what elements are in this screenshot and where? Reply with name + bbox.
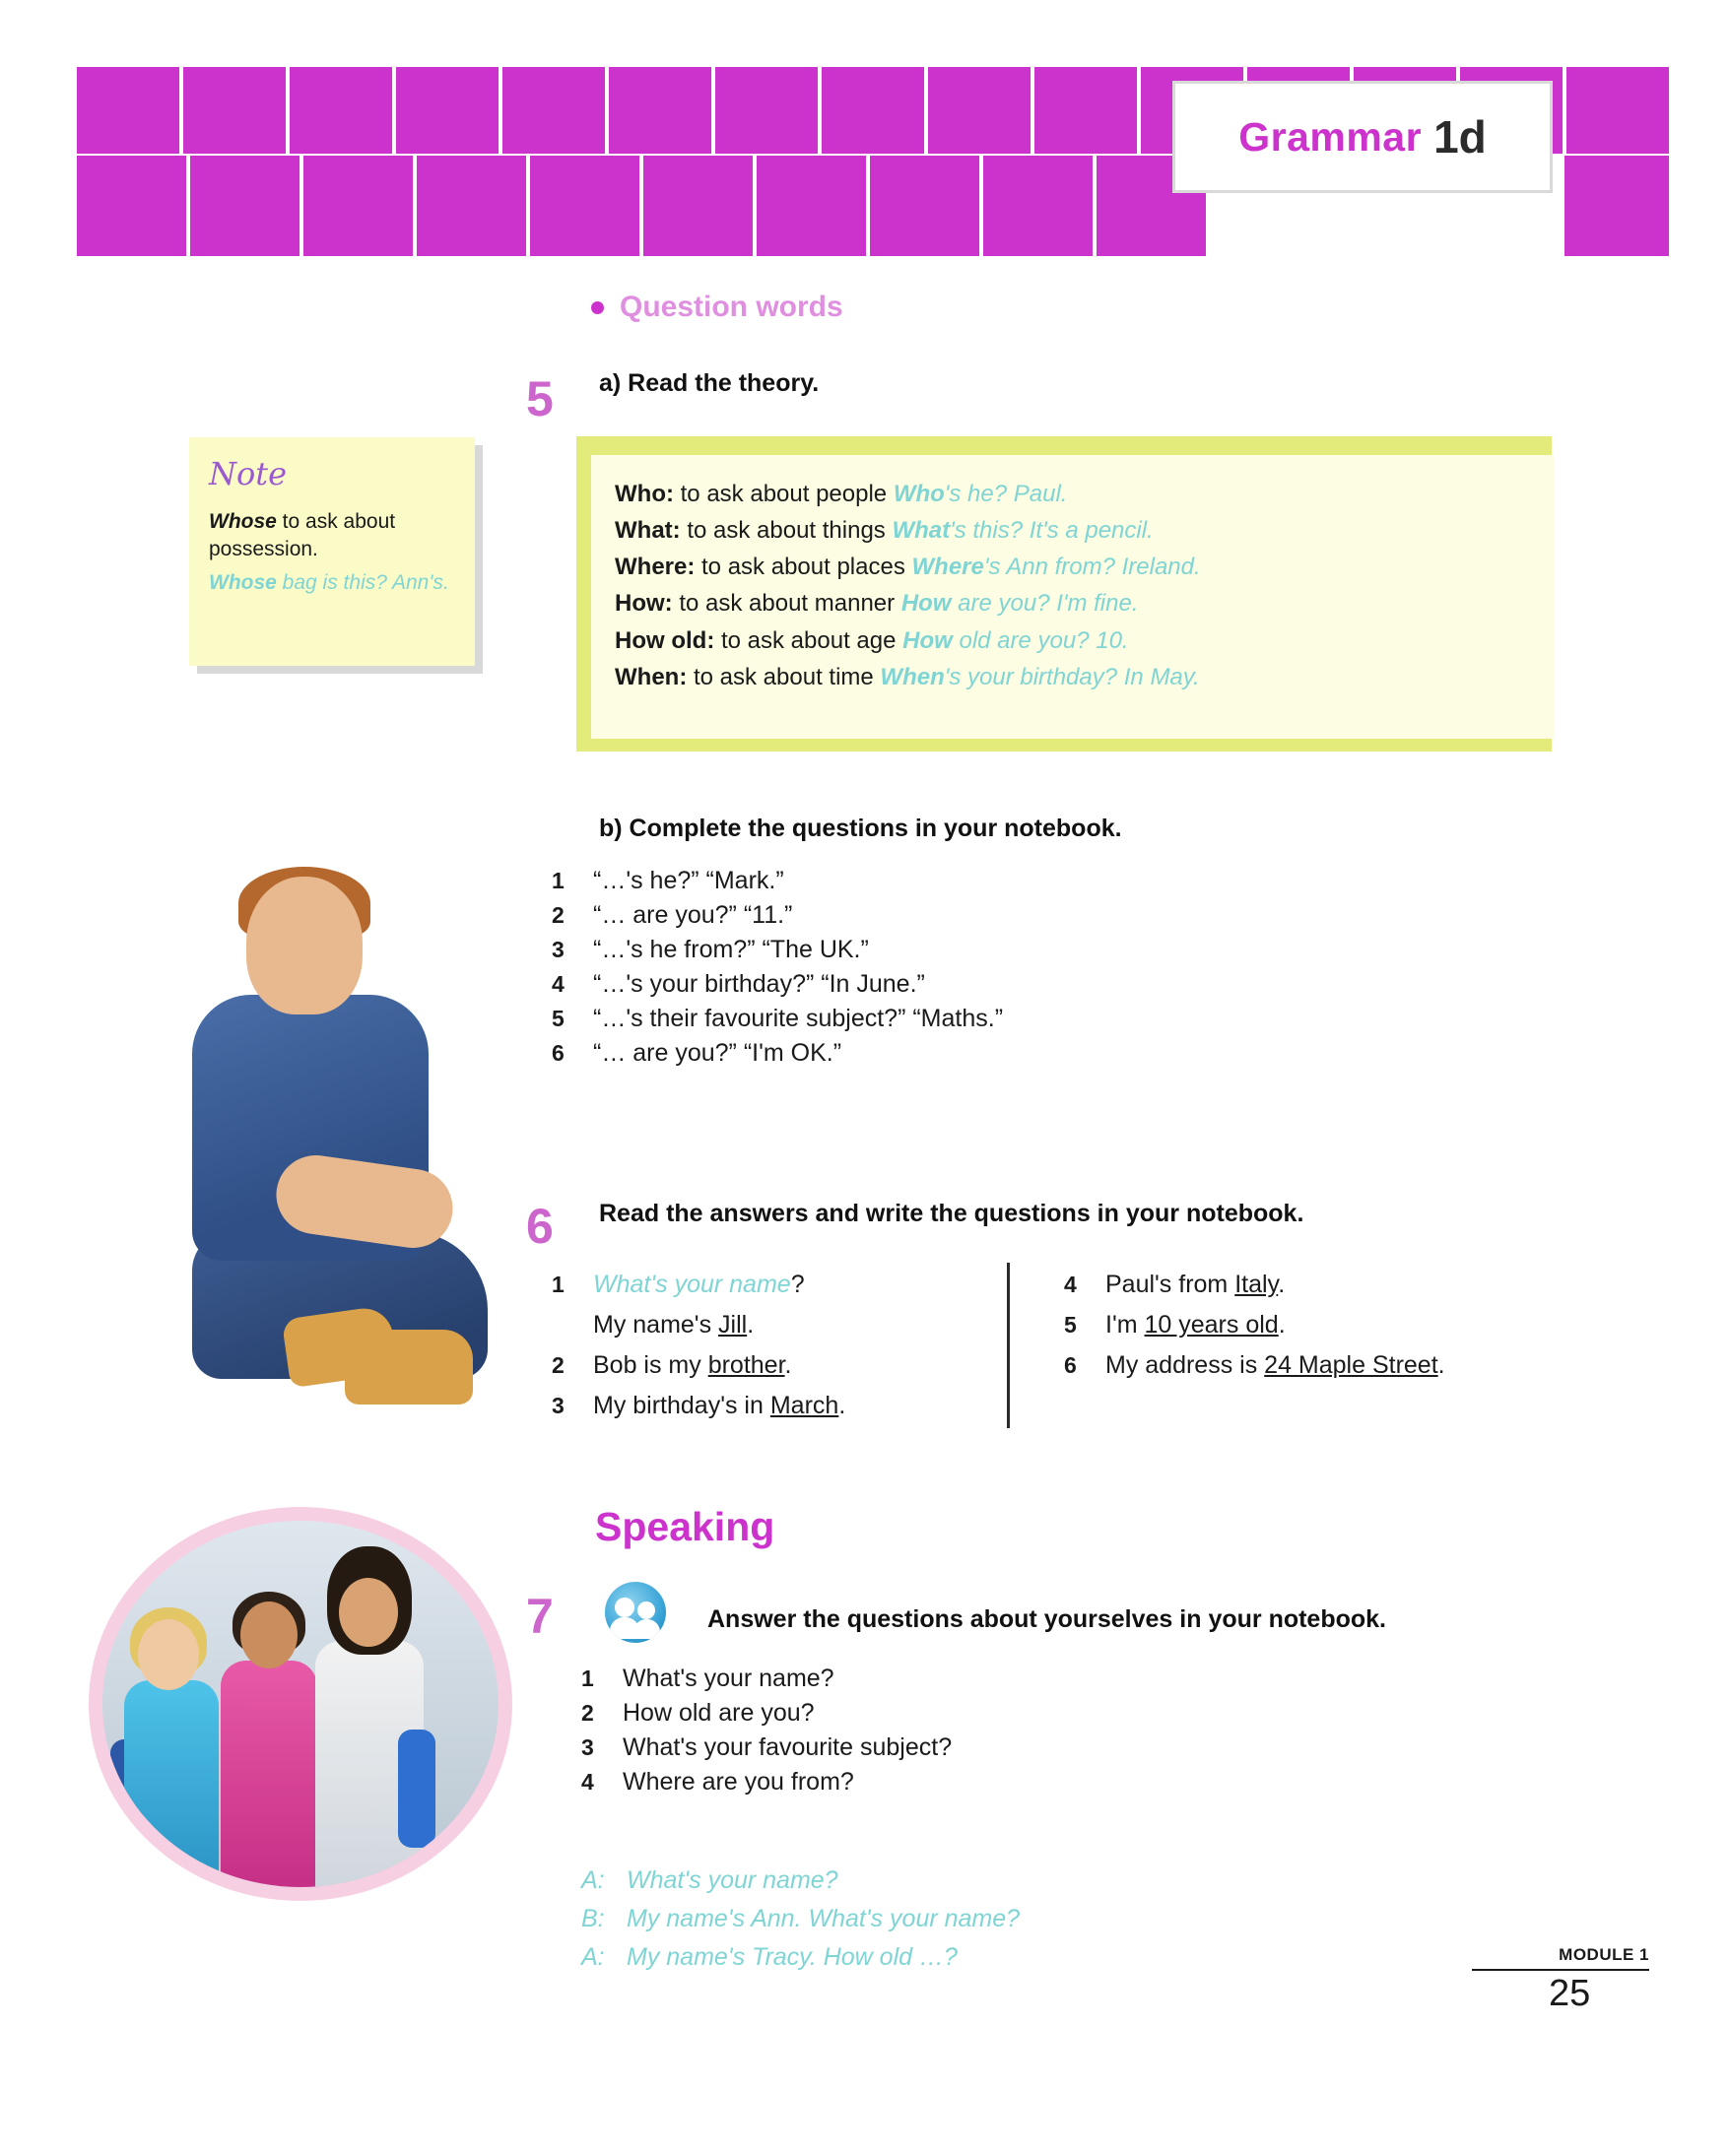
theory-definition: to ask about people [680, 481, 888, 507]
underlined-answer: 10 years old [1144, 1311, 1279, 1339]
list-item-index: 5 [552, 1006, 565, 1031]
theory-example [912, 554, 1201, 580]
theory-example [902, 627, 1128, 654]
list-item [552, 1039, 1003, 1068]
dialogue-line [581, 1905, 1020, 1933]
theory-example-rest: 's your birthday? In May. [944, 663, 1200, 690]
footer-divider [1472, 1969, 1649, 1971]
photo-detail [221, 1661, 317, 1887]
theory-example [901, 590, 1139, 617]
list-item-text: What's your name? [623, 1665, 834, 1692]
theory-keyword: Where: [615, 554, 696, 581]
underlined-answer: Italy [1234, 1271, 1279, 1298]
list-item-text: How old are you? [623, 1699, 815, 1727]
list-item-index: 3 [581, 1734, 594, 1760]
theory-example-keyword: Who [893, 481, 945, 507]
photo-detail [345, 1330, 473, 1405]
list-item-index: 3 [552, 1393, 565, 1418]
list-item [552, 970, 1003, 999]
module-label: MODULE 1 [1559, 1945, 1649, 1964]
list-item-text [593, 1271, 805, 1299]
band-cell [77, 156, 186, 256]
list-item-index: 2 [581, 1700, 594, 1726]
list-item [552, 1005, 1003, 1033]
list-item-text: Bob is my brother. [593, 1351, 792, 1379]
dialogue-line [581, 1866, 1020, 1895]
theory-definition: to ask about manner [679, 590, 896, 618]
underlined-answer: brother [707, 1351, 785, 1379]
list-item [552, 1392, 965, 1420]
exercise-6-left-column [552, 1271, 965, 1432]
page-number: 25 [1549, 1973, 1591, 2014]
header-band-row-bottom [77, 156, 1210, 256]
theory-keyword: When: [615, 663, 688, 690]
band-cell [1564, 156, 1669, 256]
list-item-text: My birthday's in March. [593, 1392, 846, 1419]
photo-boy-sitting [99, 867, 562, 1438]
grammar-label: Grammar [1238, 113, 1423, 160]
note-example-keyword: Whose [209, 570, 277, 594]
list-item-text: “…'s their favourite subject?” “Maths.” [593, 1005, 1004, 1032]
theory-definition: to ask about things [687, 517, 886, 545]
note-body [209, 508, 455, 563]
note-title: Note [209, 455, 288, 492]
list-item-text: “…'s he?” “Mark.” [593, 867, 784, 894]
photo-detail [124, 1680, 219, 1887]
band-cell [303, 156, 413, 256]
exercise-number-5: 5 [526, 371, 554, 426]
list-item-index: 3 [552, 937, 565, 962]
dialogue-text: My name's Ann. What's your name? [627, 1905, 1021, 1932]
theory-example-rest: 's this? It's a pencil. [950, 517, 1154, 545]
band-cell [822, 67, 924, 154]
icon-detail [633, 1619, 660, 1639]
dialogue-speaker: B: [581, 1905, 605, 1932]
theory-line [615, 662, 1555, 693]
theory-example-rest: old are you? 10. [952, 626, 1129, 654]
list-item [581, 1733, 952, 1762]
photo-frame-inner [102, 1521, 499, 1887]
note-bold-word: Whose [209, 510, 277, 533]
list-item-text: “… are you?” “I'm OK.” [593, 1039, 842, 1067]
dialogue-speaker: A: [581, 1943, 605, 1971]
dialogue-text: My name's Tracy. How old …? [627, 1943, 958, 1971]
note-example-rest: bag is this? Ann's. [276, 570, 449, 594]
list-item-index: 6 [552, 1040, 565, 1066]
photo-detail [398, 1730, 435, 1848]
list-item-text: “…'s your birthday?” “In June.” [593, 970, 925, 998]
note-example [209, 569, 455, 597]
sample-answer: What's your name [593, 1271, 791, 1298]
band-cell [983, 156, 1093, 256]
theory-example-keyword: What [892, 517, 951, 545]
band-cell [502, 67, 605, 154]
theory-line [615, 479, 1555, 510]
band-cell [870, 156, 979, 256]
unit-label: 1d [1433, 111, 1487, 163]
band-cell [715, 67, 818, 154]
list-item [1064, 1351, 1616, 1380]
band-cell [1034, 67, 1137, 154]
list-item-text: Where are you from? [623, 1768, 854, 1796]
photo-detail [240, 1601, 298, 1668]
speaking-heading: Speaking [595, 1504, 775, 1549]
column-divider [1007, 1263, 1010, 1428]
theory-example-rest: 's he? Paul. [944, 481, 1068, 507]
list-item-text: My address is 24 Maple Street. [1105, 1351, 1445, 1379]
theory-example-rest: 's Ann from? Ireland. [983, 554, 1201, 581]
section-title-label: Question words [620, 291, 843, 323]
theory-line [615, 588, 1555, 620]
list-item-text: “…'s he from?” “The UK.” [593, 936, 869, 963]
sample-dialogue [581, 1866, 1020, 1982]
band-cell [417, 156, 526, 256]
band-cell [928, 67, 1031, 154]
band-cell [530, 156, 639, 256]
list-item-text: I'm 10 years old. [1105, 1311, 1286, 1339]
band-cell [190, 156, 299, 256]
exercise-5b-list [552, 867, 1003, 1074]
exercise-6-right-column [1064, 1271, 1616, 1392]
list-item-answer: My name's Jill. [593, 1311, 755, 1339]
theory-keyword: What: [615, 517, 681, 545]
list-item [581, 1665, 952, 1693]
theory-example [892, 517, 1153, 544]
list-item-index: 2 [552, 1352, 565, 1378]
band-cell [609, 67, 711, 154]
list-item [552, 867, 1003, 895]
exercise-6-instruction: Read the answers and write the questions in your notebook. [599, 1200, 1304, 1227]
list-item-index: 6 [1064, 1352, 1077, 1378]
band-cell [643, 156, 753, 256]
theory-example-keyword: Where [911, 554, 984, 581]
theory-example [880, 664, 1199, 690]
list-item [1064, 1311, 1616, 1339]
band-cell [396, 67, 499, 154]
theory-keyword: How old: [615, 626, 715, 654]
band-cell [757, 156, 866, 256]
section-title [591, 291, 843, 324]
list-item-index: 1 [581, 1666, 594, 1691]
photo-detail [339, 1578, 398, 1647]
question-mark: ? [790, 1271, 805, 1298]
page-footer [1472, 1945, 1649, 2015]
icon-detail [615, 1598, 634, 1617]
theory-definition: to ask about age [720, 626, 897, 654]
grammar-unit-tab [1172, 81, 1553, 193]
list-item-index: 5 [1064, 1312, 1077, 1338]
exercise-5b-instruction: b) Complete the questions in your notebook. [599, 815, 1122, 842]
theory-example-keyword: How [900, 590, 952, 618]
exercise-7-instruction: Answer the questions about yourselves in your notebook. [707, 1605, 1387, 1633]
list-item [552, 1351, 965, 1380]
list-item-index: 4 [552, 971, 565, 997]
list-item-text: “… are you?” “11.” [593, 901, 793, 929]
theory-line [615, 552, 1555, 583]
list-item [581, 1768, 952, 1797]
band-cell [1566, 67, 1669, 154]
theory-keyword: Who: [615, 481, 674, 507]
dialogue-text: What's your name? [627, 1866, 838, 1894]
header-band-right-cells [1564, 156, 1673, 256]
pair-work-icon [605, 1582, 666, 1643]
list-item [581, 1699, 952, 1728]
list-item-index: 4 [581, 1769, 594, 1795]
theory-example-rest: are you? I'm fine. [951, 590, 1139, 618]
theory-line [615, 515, 1555, 547]
theory-example [894, 481, 1068, 507]
exercise-number-7: 7 [526, 1589, 554, 1644]
dialogue-speaker: A: [581, 1866, 605, 1894]
list-item-text: What's your favourite subject? [623, 1733, 953, 1761]
list-item-index: 1 [552, 868, 565, 893]
photo-students-talking [89, 1507, 512, 1901]
band-cell [183, 67, 286, 154]
list-item [552, 936, 1003, 964]
list-item-index: 2 [552, 902, 565, 928]
dialogue-line [581, 1943, 1020, 1972]
exercise-7-list [581, 1665, 952, 1802]
bullet-icon [591, 301, 604, 314]
theory-definition: to ask about places [701, 554, 905, 581]
theory-example-keyword: How [902, 626, 953, 654]
note-box [189, 437, 475, 666]
list-item [552, 1271, 965, 1299]
theory-example-keyword: When [880, 663, 945, 690]
photo-detail [246, 877, 363, 1014]
band-cell [290, 67, 392, 154]
theory-line [615, 625, 1555, 657]
list-item-index: 1 [552, 1272, 565, 1297]
icon-detail [637, 1601, 655, 1619]
underlined-answer: 24 Maple Street [1264, 1351, 1438, 1379]
exercise-number-6: 6 [526, 1199, 554, 1254]
theory-keyword: How: [615, 590, 673, 618]
list-item-text: Paul's from Italy. [1105, 1271, 1286, 1298]
list-item [1064, 1271, 1616, 1299]
band-cell [77, 67, 179, 154]
underlined-answer: March [769, 1392, 839, 1419]
exercise-5a-instruction: a) Read the theory. [599, 369, 820, 397]
note-body-text: to ask about possession. [209, 510, 396, 560]
underlined-answer: Jill [718, 1311, 748, 1339]
list-item [552, 901, 1003, 930]
list-item-index: 4 [1064, 1272, 1077, 1297]
photo-detail [138, 1619, 199, 1690]
theory-definition: to ask about time [693, 663, 874, 690]
theory-box [591, 455, 1555, 739]
